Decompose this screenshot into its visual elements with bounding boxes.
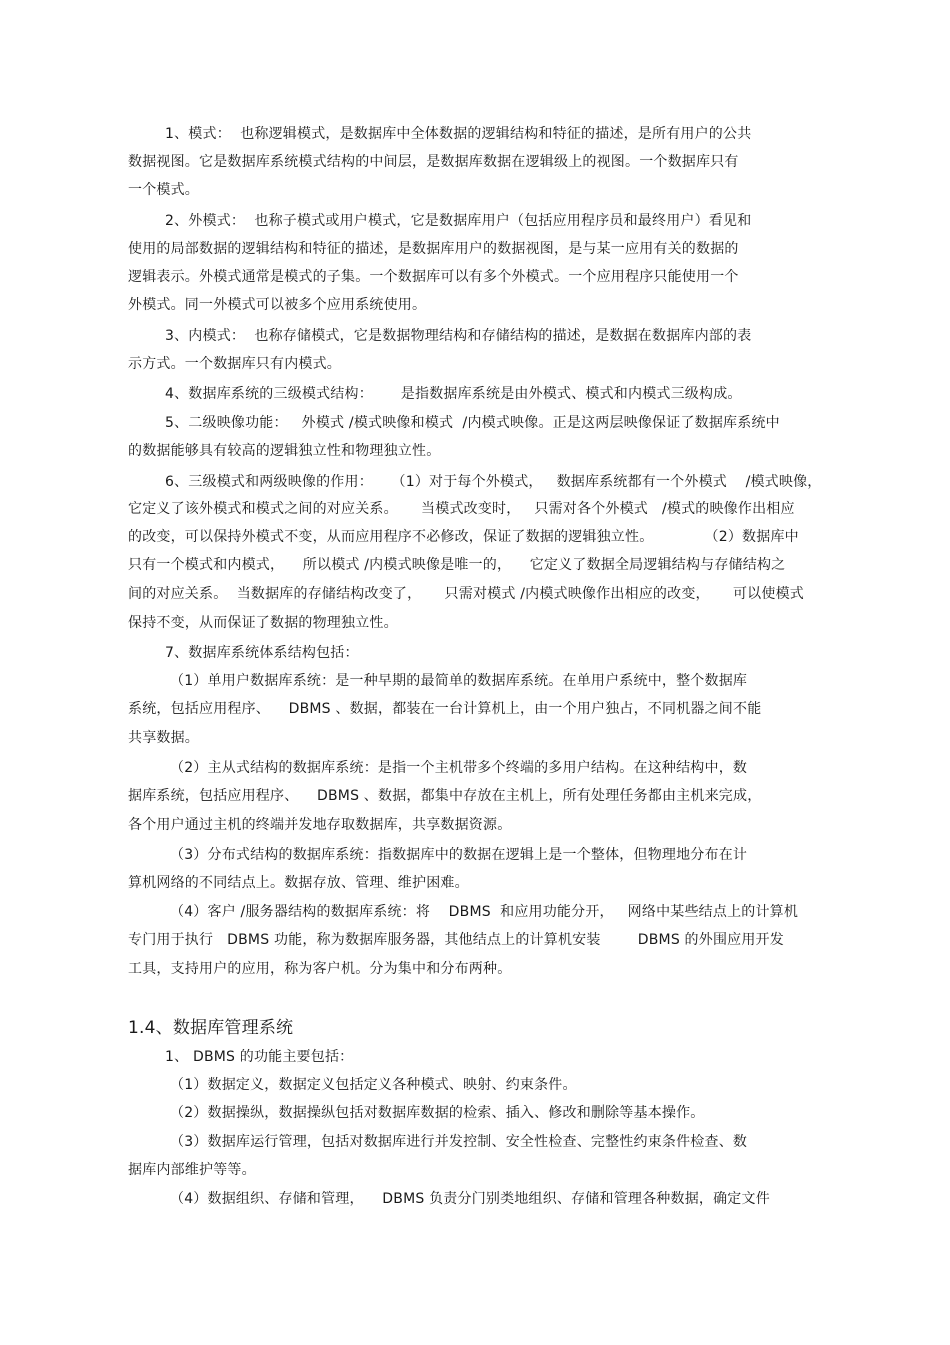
text-line: 示方式。一个数据库只有内模式。 [128, 356, 341, 372]
text-line: 据库系统，包括应用程序、 DBMS 、数据，都集中存放在主机上，所有处理任务都由主机来完成， [128, 788, 762, 804]
text-line: （4）数据组织、存储和管理， DBMS 负责分门别类地组织、存储和管理各种数据，确定文件 [170, 1191, 770, 1207]
text-line: 使用的局部数据的逻辑结构和特征的描述，是数据库用户的数据视图，是与某一应用有关的数据的 [128, 241, 739, 257]
text-line: 一个模式。 [128, 182, 199, 198]
text-line: 只有一个模式和内模式， 所以模式 /内模式映像是唯一的， 它定义了数据全局逻辑结构与存储结构之 [128, 557, 786, 573]
text-line: 的改变，可以保持外模式不变，从而应用程序不必修改，保证了数据的逻辑独立性。 （2）数据库中 [128, 529, 799, 545]
text-line: （2）数据操纵，数据操纵包括对数据库数据的检索、插入、修改和删除等基本操作。 [170, 1105, 705, 1121]
text-line: 的数据能够具有较高的逻辑独立性和物理独立性。 [128, 443, 441, 459]
text-line: 4、数据库系统的三级模式结构： 是指数据库系统是由外模式、模式和内模式三级构成。 [165, 386, 742, 402]
text-line: （3）分布式结构的数据库系统：指数据库中的数据在逻辑上是一个整体，但物理地分布在计 [170, 847, 748, 863]
text-line: （1）单用户数据库系统：是一种早期的最简单的数据库系统。在单用户系统中，整个数据库 [170, 673, 748, 689]
section-heading: 1.4、数据库管理系统 [128, 1018, 294, 1038]
text-line: 据库内部维护等等。 [128, 1162, 256, 1178]
text-line: 6、三级模式和两级映像的作用： （1）对于每个外模式， 数据库系统都有一个外模式 /模式映像， [165, 474, 822, 490]
text-line: 5、二级映像功能： 外模式 /模式映像和模式 /内模式映像。正是这两层映像保证了数据库系统中 [165, 415, 780, 431]
text-line: （2）主从式结构的数据库系统：是指一个主机带多个终端的多用户结构。在这种结构中，数 [170, 760, 748, 776]
text-line: 3、内模式： 也称存储模式，它是数据物理结构和存储结构的描述，是数据在数据库内部的表 [165, 328, 752, 344]
text-line: 专门用于执行 DBMS 功能，称为数据库服务器，其他结点上的计算机安装 DBMS 的外围应用开发 [128, 932, 784, 948]
text-line: 它定义了该外模式和模式之间的对应关系。 当模式改变时， 只需对各个外模式 /模式的映像作出相应 [128, 501, 795, 517]
text-line: 算机网络的不同结点上。数据存放、管理、维护困难。 [128, 875, 469, 891]
text-line: （4）客户 /服务器结构的数据库系统：将 DBMS 和应用功能分开， 网络中某些结点上的计算机 [170, 904, 799, 920]
text-line: 共享数据。 [128, 730, 199, 746]
text-line: （3）数据库运行管理，包括对数据库进行并发控制、安全性检查、完整性约束条件检查、数 [170, 1134, 748, 1150]
text-line: 外模式。同一外模式可以被多个应用系统使用。 [128, 297, 427, 313]
text-line: 1、 DBMS 的功能主要包括： [165, 1049, 354, 1065]
text-line: 数据视图。它是数据库系统模式结构的中间层，是数据库数据在逻辑级上的视图。一个数据库只有 [128, 154, 739, 170]
text-line: 保持不变，从而保证了数据的物理独立性。 [128, 615, 398, 631]
text-line: （1）数据定义，数据定义包括定义各种模式、映射、约束条件。 [170, 1077, 577, 1093]
text-line: 2、外模式： 也称子模式或用户模式，它是数据库用户（包括应用程序员和最终用户）看见和 [165, 213, 752, 229]
text-line: 7、数据库系统体系结构包括： [165, 645, 359, 661]
text-line: 各个用户通过主机的终端并发地存取数据库，共享数据资源。 [128, 817, 512, 833]
text-line: 1、模式： 也称逻辑模式，是数据库中全体数据的逻辑结构和特征的描述，是所有用户的公共 [165, 126, 752, 142]
text-line: 逻辑表示。外模式通常是模式的子集。一个数据库可以有多个外模式。一个应用程序只能使用一个 [128, 269, 739, 285]
text-line: 间的对应关系。 当数据库的存储结构改变了， 只需对模式 /内模式映像作出相应的改变， 可以使模式 [128, 586, 804, 602]
text-line: 工具，支持用户的应用，称为客户机。分为集中和分布两种。 [128, 961, 512, 977]
text-line: 系统，包括应用程序、 DBMS 、数据，都装在一台计算机上，由一个用户独占，不同机器之间不能 [128, 701, 762, 717]
